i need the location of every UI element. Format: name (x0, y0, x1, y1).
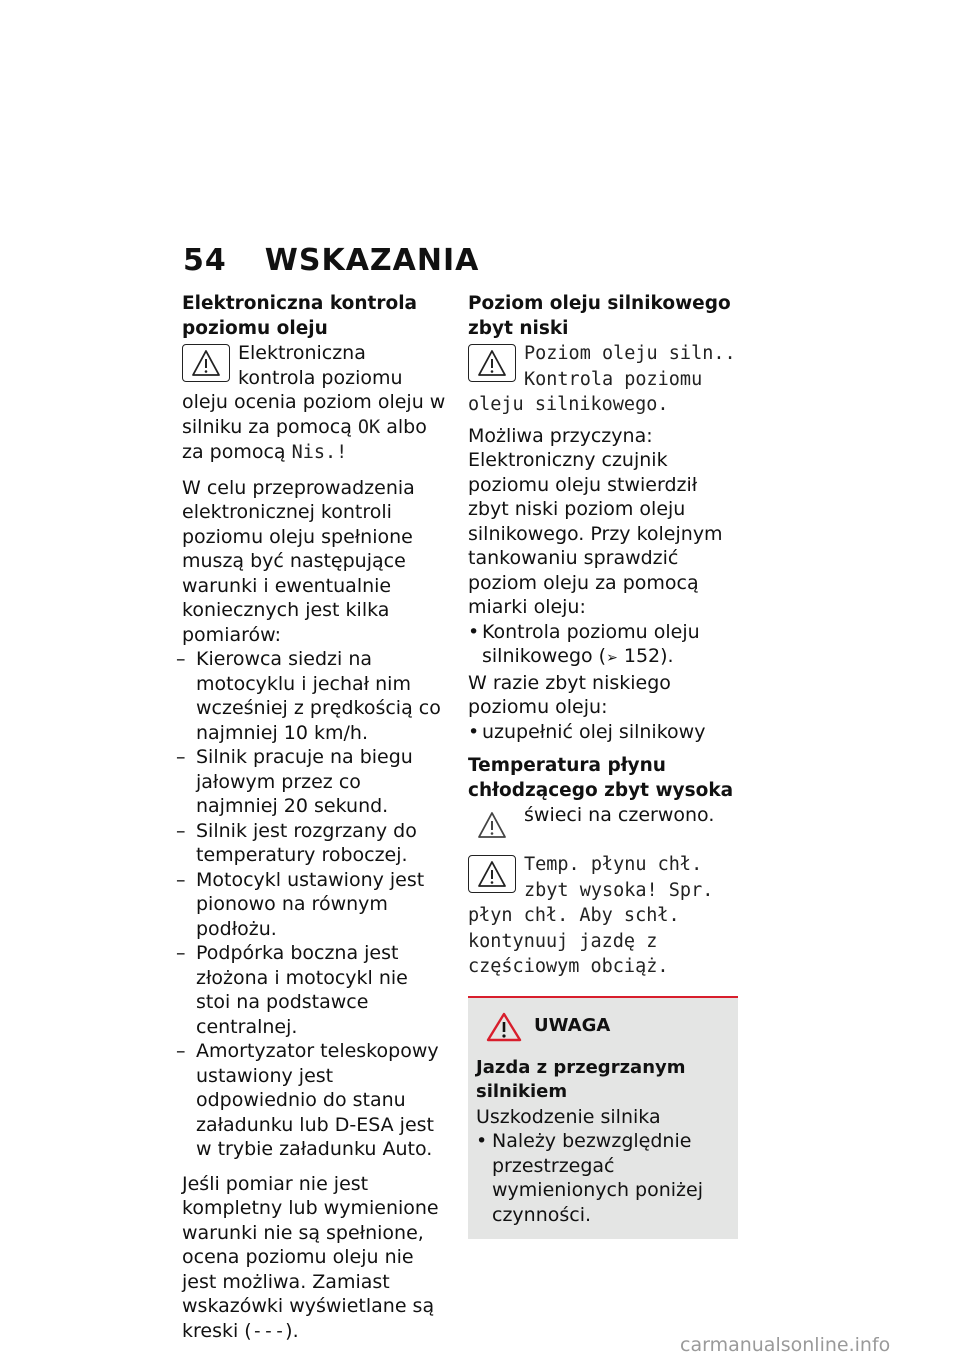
warning-triangle-icon (468, 855, 516, 893)
page-reference-arrow-icon: ➢ (606, 650, 618, 666)
intro-text: Elektroniczna kontrola poziomu oleju ocenia poziom oleju w silniku za pomocą (182, 342, 446, 438)
display-nis: Nis.! (291, 442, 348, 463)
coolant-light (468, 803, 738, 846)
incomplete-text: Jeśli pomiar nie jest kompletny lub wymienione warunki nie są spełnione, ocena poziomu oleju nie jest możliwa. Zamiast wskazówki wyświetlane są kreski ( (182, 1172, 439, 1342)
display-message: Temp. płynu chł. zbyt wysoka! Spr. płyn chł. Aby schł. kontynuuj jazdę z częściowym obciąż. (468, 854, 714, 977)
intro-text-mid: albo za pomocą (182, 415, 427, 463)
oil-low-heading: Poziom oleju silnikowego zbyt niski (468, 293, 731, 339)
list-item: – Silnik pracuje na biegu jałowym przez co najmniej 20 sekund. (182, 745, 446, 819)
cause-text: Elektroniczny czujnik poziomu oleju stwierdził zbyt niski poziom oleju silnikowego. Przy kolejnym tankowaniu sprawdzić poziom oleju za pomocą miarki oleju: (468, 449, 723, 618)
list-item: – Podpórka boczna jest złożona i motocykl nie stoi na podstawce centralnej. (182, 941, 446, 1039)
right-column (468, 292, 738, 1239)
notice-label: UWAGA (534, 1015, 611, 1037)
incomplete-text-end: ). (285, 1319, 299, 1342)
low-list (468, 720, 738, 745)
list-item: – Kierowca siedzi na motocyklu i jechał nim wcześniej z prędkością co najmniej 10 km/h. (182, 647, 446, 745)
display-message: Poziom oleju siln.. Kontrola poziomu oleju silnikowego. (468, 343, 736, 415)
list-item: • uzupełnić olej silnikowy (468, 720, 738, 745)
notice-box (468, 996, 738, 1240)
list-item: • Należy bezwzględnie przestrzegać wymienionych poniżej czynności. (476, 1129, 730, 1227)
check-item-text: Kontrola poziomu oleju silnikowego ( (482, 620, 700, 667)
light-status-text: świeci na czerwono. (524, 804, 715, 826)
list-item: – Amortyzator teleskopowy ustawiony jest odpowiednio do stanu załadunku lub D-ESA jest w trybie załadunku Auto. (182, 1039, 446, 1162)
oil-control-heading: Elektroniczna kontrola poziomu oleju (182, 293, 418, 339)
oil-low-display (468, 341, 738, 418)
incomplete-note (182, 1172, 446, 1345)
coolant-heading: Temperatura płynu chłodzącego zbyt wysoka (468, 755, 734, 801)
conditions-intro: W celu przeprowadzenia elektronicznej kontroli poziomu oleju spełnione muszą być następujące warunki i ewentualnie koniecznych jest kilka pomiarów: (182, 476, 415, 646)
notice-consequence: Uszkodzenie silnika (476, 1105, 661, 1128)
display-dashes: --- (251, 1320, 286, 1342)
check-item-end: ). (660, 645, 674, 667)
oil-control-intro (182, 341, 446, 466)
list-item: – Motocykl ustawiony jest pionowo na równym podłożu. (182, 868, 446, 942)
watermark: carmanualsonline.info (680, 1334, 891, 1356)
list-item: – Silnik jest rozgrzany do temperatury roboczej. (182, 819, 446, 868)
notice-list (476, 1129, 730, 1227)
coolant-display (468, 852, 738, 980)
notice-header (476, 1012, 730, 1042)
warning-triangle-icon (182, 344, 230, 382)
warning-triangle-icon (468, 344, 516, 382)
check-list (468, 620, 738, 671)
left-column (182, 292, 446, 1344)
page-header (183, 240, 479, 280)
page-title: WSKAZANIA (264, 242, 480, 278)
low-label: W razie zbyt niskiego poziomu oleju: (468, 671, 671, 718)
notice-heading: Jazda z przegrzanym silnikiem (476, 1056, 686, 1102)
conditions-list (182, 647, 446, 1162)
red-warning-light-icon (468, 806, 516, 844)
list-item (468, 620, 738, 671)
cause-label: Możliwa przyczyna: (468, 424, 653, 447)
display-ok: OK (357, 416, 381, 438)
caution-triangle-icon (486, 1012, 522, 1042)
page-reference[interactable]: 152 (623, 645, 661, 667)
page-number: 54 (183, 242, 227, 278)
